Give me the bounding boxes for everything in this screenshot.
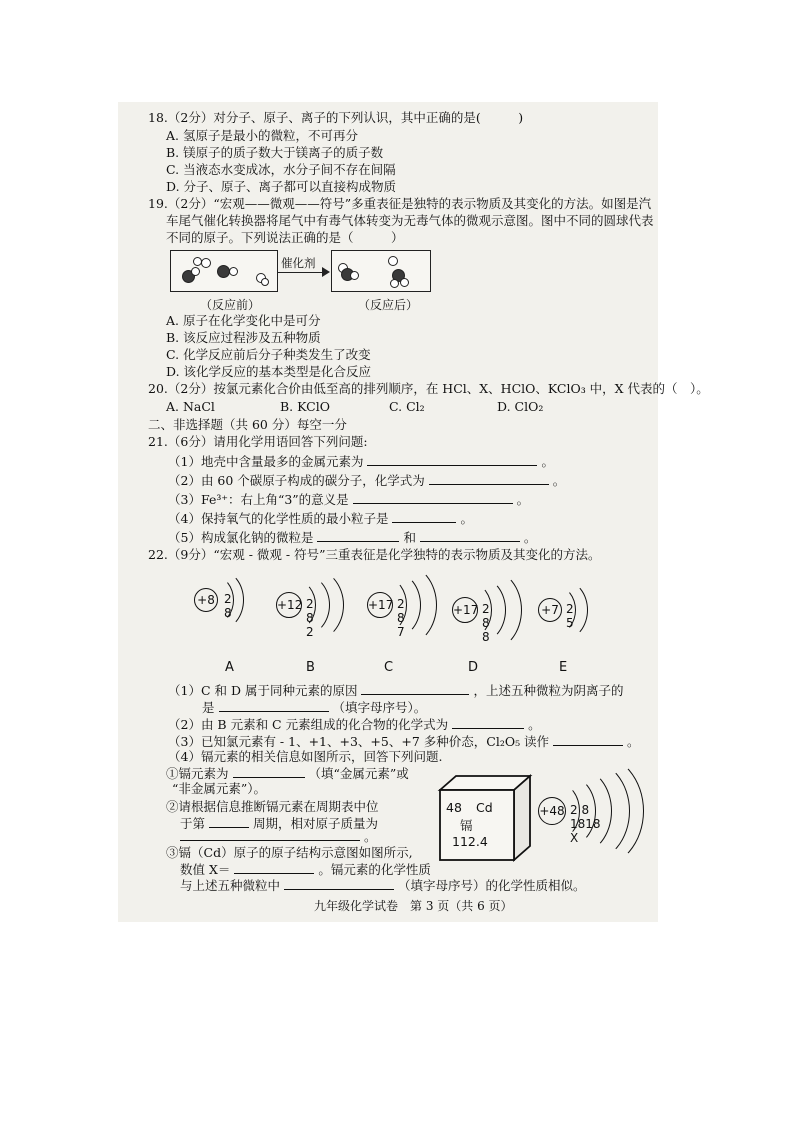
element-symbol: Cd — [476, 800, 493, 815]
nucleus: +17 — [367, 592, 393, 618]
q22-c3-text-b: 数值 X＝ — [180, 862, 231, 877]
q22-sub1-text-c: 是 — [202, 700, 215, 715]
q22-sub1-line1 — [168, 682, 623, 699]
electron-shells: 2 8 7 — [397, 597, 405, 639]
full-stop: 。 — [627, 734, 640, 749]
arrow-head-icon — [322, 267, 330, 277]
electron-shells: 2 8 2 — [306, 597, 314, 639]
q20-option-a: A. NaCl — [166, 399, 215, 414]
nucleus: +7 — [538, 598, 562, 622]
q22-c1-line1 — [166, 765, 409, 782]
catalyst-label: 催化剂 — [281, 256, 316, 270]
q18-stem: 18.（2分）对分子、原子、离子的下列认识，其中正确的是( ) — [148, 110, 524, 125]
white-atom — [350, 271, 359, 280]
answer-blank[interactable] — [367, 453, 537, 466]
q22-c3-text-d: 与上述五种微粒中 — [180, 878, 281, 893]
q20-option-d: D. ClO₂ — [497, 399, 544, 414]
q21-item-2-text: （2）由 60 个碳原子构成的碳分子，化学式为 — [168, 473, 425, 488]
nucleus: +12 — [276, 592, 302, 618]
ion-label-b: B — [306, 660, 315, 675]
white-atom — [191, 267, 200, 276]
q22-c2-line3 — [180, 828, 377, 845]
full-stop: 。 — [528, 717, 541, 732]
electron-shell-arc — [280, 568, 344, 642]
q19-stem-line3: 不同的原子。下列说法正确的是（ ） — [166, 230, 404, 245]
q22-sub4: （4）镉元素的相关信息如图所示，回答下列问题. — [168, 749, 443, 764]
after-label: （反应后） — [358, 298, 419, 312]
white-atom — [261, 278, 269, 286]
reaction-after-box — [331, 250, 431, 292]
q19-stem-line2: 车尾气催化转换器将尾气中有毒气体转变为无毒气体的微观示意图。图中不同的圆球代表 — [166, 213, 654, 228]
electron-shell-arc — [456, 569, 522, 651]
electron-shells: 2 8 1818 X — [570, 803, 601, 845]
element-name: 镉 — [460, 818, 473, 833]
q19-stem-line1: 19.（2分）“宏观——微观——符号”多重表征是独特的表示物质及其变化的方法。如图是汽 — [148, 196, 652, 211]
white-atom — [400, 278, 409, 287]
q18-option-b: B. 镁原子的质子数大于镁离子的质子数 — [166, 145, 384, 160]
answer-blank[interactable] — [219, 699, 329, 712]
section-2-heading: 二、非选择题（共 60 分）每空一分 — [148, 417, 347, 432]
q21-stem: 21.（6分）请用化学用语回答下列问题: — [148, 434, 368, 449]
electron-shell-arc — [371, 564, 437, 646]
white-atom — [390, 279, 399, 288]
q22-sub2 — [168, 716, 541, 733]
q22-c1-text-b: （填“金属元素”或 — [308, 766, 409, 781]
q22-stem: 22.（9分）“宏观 - 微观 - 符号”三重表征是化学独特的表示物质及其变化的方法。 — [148, 547, 601, 562]
atomic-mass: 112.4 — [452, 834, 488, 849]
full-stop: 。 — [552, 473, 566, 488]
q22-c3-text-c: 。镉元素的化学性质 — [318, 862, 431, 877]
page-footer: 九年级化学试卷 第 3 页（共 6 页） — [314, 899, 513, 913]
q22-c3-line1: ③镉（Cd）原子的原子结构示意图如图所示, — [166, 845, 413, 860]
before-label: （反应前） — [200, 298, 261, 312]
full-stop: 。 — [541, 454, 554, 469]
ion-label-a: A — [225, 660, 234, 675]
electron-shell-arc — [196, 570, 244, 630]
q21-item-1 — [168, 453, 554, 470]
q21-item-5 — [168, 529, 536, 546]
answer-blank[interactable] — [317, 529, 399, 542]
q22-sub3 — [168, 733, 640, 750]
q18-option-d: D. 分子、原子、离子都可以直接构成物质 — [166, 179, 397, 194]
ion-label-d: D — [468, 660, 479, 675]
reaction-before-box — [170, 250, 278, 292]
answer-blank[interactable] — [452, 716, 524, 729]
q18-option-c: C. 当液态水变成冰，水分子间不存在间隔 — [166, 162, 396, 177]
reaction-arrow — [278, 272, 324, 273]
electron-shell-arc — [546, 753, 644, 869]
q21-item-2 — [168, 472, 565, 489]
answer-blank[interactable] — [233, 765, 305, 778]
nucleus: +8 — [194, 588, 218, 612]
q21-item-5-text: （5）构成氯化钠的微粒是 — [168, 530, 314, 545]
q22-sub1-text-d: （填字母序号）。 — [332, 700, 427, 715]
electron-shells: 2 5 — [566, 602, 574, 630]
q21-item-3-text: （3）Fe³⁺：右上角“3”的意义是 — [168, 492, 349, 507]
answer-blank[interactable] — [180, 828, 360, 841]
q19-option-d: D. 该化学反应的基本类型是化合反应 — [166, 364, 372, 379]
q22-c1-line2: “非金属元素”）。 — [172, 781, 267, 796]
electron-shells: 2 8 — [224, 592, 232, 620]
ion-label-c: C — [384, 660, 394, 675]
electron-shells: 2 8 8 — [482, 602, 490, 644]
q21-item-1-text: （1）地壳中含量最多的金属元素为 — [168, 454, 364, 469]
full-stop: 。 — [523, 530, 537, 545]
q20-option-b: B. KClO — [280, 399, 330, 414]
q22-c3-text-e: （填字母序号）的化学性质相似。 — [397, 878, 586, 893]
answer-blank[interactable] — [353, 491, 513, 504]
answer-blank[interactable] — [361, 682, 469, 695]
q19-option-c: C. 化学反应前后分子种类发生了改变 — [166, 347, 371, 362]
q19-option-b: B. 该反应过程涉及五种物质 — [166, 330, 321, 345]
q22-sub1-text-a: （1）C 和 D 属于同种元素的原因 — [168, 683, 358, 698]
full-stop: 。 — [460, 511, 473, 526]
and-word: 和 — [403, 530, 416, 545]
q22-c3-line2 — [180, 861, 431, 878]
q22-c3-line3 — [180, 877, 586, 894]
q22-sub1-text-b: ，上述五种微粒为阴离子的 — [473, 683, 624, 698]
answer-blank[interactable] — [553, 733, 623, 746]
q22-c2-line1: ②请根据信息推断镉元素在周期表中位 — [166, 799, 379, 814]
ion-label-e: E — [559, 660, 568, 675]
answer-blank[interactable] — [392, 510, 456, 523]
q20-stem: 20.（2分）按氯元素化合价由低至高的排列顺序，在 HCl、X、HClO、KClO₃ 中，X 代表的（ ）。 — [148, 381, 709, 396]
answer-blank[interactable] — [429, 472, 549, 485]
answer-blank[interactable] — [234, 861, 314, 874]
q21-item-3 — [168, 491, 529, 508]
answer-blank[interactable] — [209, 815, 249, 828]
q20-option-c: C. Cl₂ — [389, 399, 425, 414]
q22-c2-text-b: 于第 — [180, 816, 206, 831]
answer-blank[interactable] — [420, 529, 520, 542]
q21-item-4-text: （4）保持氧气的化学性质的最小粒子是 — [168, 511, 389, 526]
white-atom — [388, 256, 398, 266]
full-stop: 。 — [363, 829, 377, 844]
nucleus: +17 — [452, 597, 478, 623]
q22-sub3-text: （3）已知氯元素有 - 1、+1、+3、+5、+7 多种价态，Cl₂O₅ 读作 — [168, 734, 550, 749]
atomic-number: 48 — [446, 800, 462, 815]
q22-sub1-line2 — [202, 699, 426, 716]
white-atom — [229, 267, 238, 276]
white-atom — [201, 258, 211, 268]
q19-option-a: A. 原子在化学变化中是可分 — [166, 313, 321, 328]
q22-sub2-text: （2）由 B 元素和 C 元素组成的化合物的化学式为 — [168, 717, 449, 732]
nucleus: +48 — [538, 797, 566, 825]
full-stop: 。 — [516, 492, 530, 507]
q21-item-4 — [168, 510, 473, 527]
electron-shell-arc — [540, 580, 588, 640]
q22-c1-text-a: ①镉元素为 — [166, 766, 229, 781]
q22-c2-text-c: 周期，相对原子质量为 — [252, 816, 378, 831]
q18-option-a: A. 氢原子是最小的微粒，不可再分 — [166, 128, 358, 143]
answer-blank[interactable] — [284, 877, 394, 890]
